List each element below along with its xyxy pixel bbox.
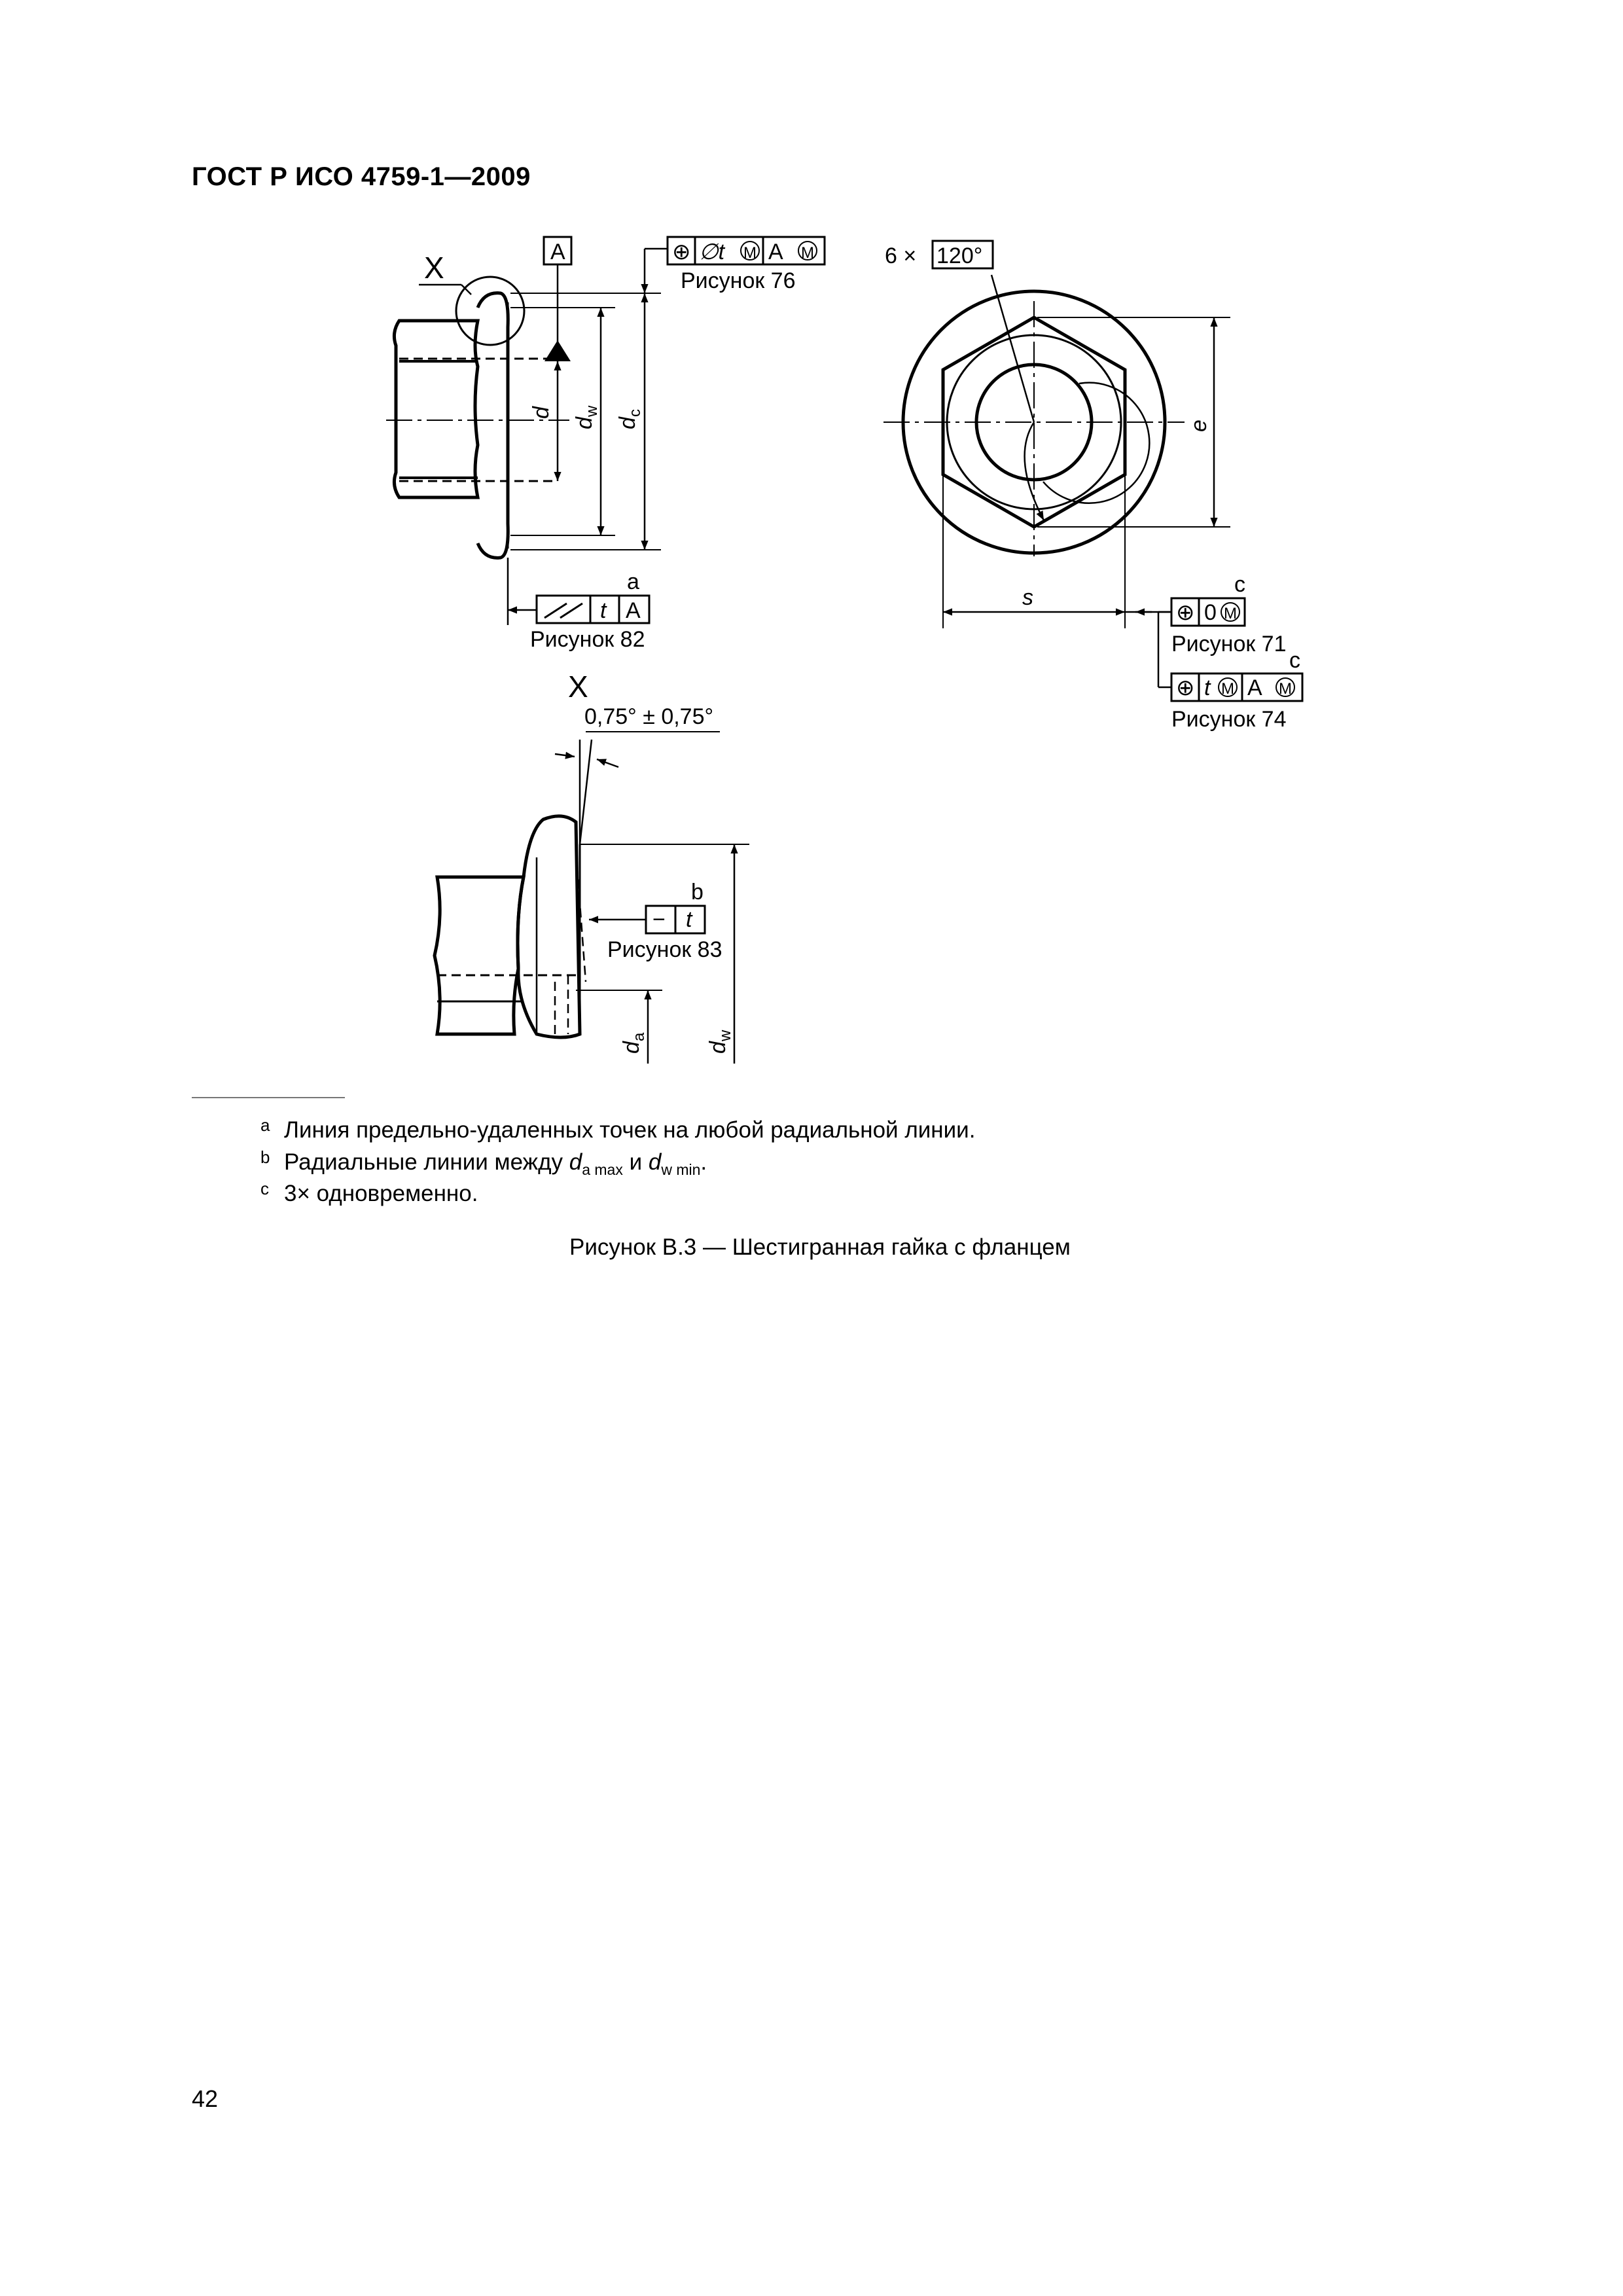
svg-text:c: c [626,409,644,417]
fcf-t-datum: A [1247,675,1262,700]
fcf-t-reference: Рисунок 74 [1171,707,1287,732]
fcf-pos-reference: Рисунок 76 [681,268,796,293]
fcf-zero-tolerance: 0 [1204,600,1217,625]
fcf-zero-symbol: ⊕ [1176,600,1195,625]
fcf-pos-modifier: M [743,244,757,262]
svg-text:w: w [717,1030,734,1041]
detail-x-label: X [424,251,444,285]
page-number: 42 [192,2085,219,2112]
nut-body-outline [394,321,478,497]
figure-caption: Рисунок В.3 — Шестигранная гайка с фланцем [569,1234,1071,1260]
dim-detail-dw: d [705,1041,730,1054]
fcf-runout-note: a [627,569,639,594]
svg-text:w: w [583,405,601,417]
angle-count: 6 × [885,243,917,268]
detail-x-circle [456,277,524,345]
footnote-mark: c [260,1179,269,1198]
fcf-t-datum-modifier: M [1279,680,1292,698]
angle-value: 120° [936,243,983,268]
detail-flange [518,816,580,1037]
fcf-zero-modifier: M [1224,605,1237,622]
footnote-rule [192,1097,345,1098]
dim-e: e [1186,420,1211,432]
dim-da: d [619,1041,644,1054]
fcf-t-note: c [1289,648,1300,673]
fcf-runout-tolerance: t [600,598,607,623]
detail-angle: 0,75° ± 0,75° [584,704,714,729]
datum-a-label: A [550,240,565,264]
fcf-flat-tolerance: t [686,907,692,932]
fcf-runout-reference: Рисунок 82 [530,627,645,652]
footnote-mark: a [260,1115,270,1135]
fcf-t-tolerance: t [1204,675,1211,700]
footnote-text: Линия предельно-удаленных точек на любой радиальной линии. [284,1117,976,1143]
dim-s: s [1022,585,1033,610]
fcf-flat-note: b [691,880,704,905]
side-view [386,237,825,625]
footnote-mark: b [260,1147,270,1167]
fcf-runout-datum: A [626,598,641,623]
fcf-t-modifier: M [1221,680,1234,698]
fcf-pos-datum-modifier: M [801,244,814,262]
dim-dw: d [572,417,597,429]
fcf-zero-note: c [1234,572,1245,597]
dim-d: d [529,406,554,419]
footnote-text: Радиальные линии между $d_{a max}$ и $d_{w min}$. [284,1149,707,1178]
fcf-t-symbol: ⊕ [1176,675,1195,700]
detail-x-text [568,670,734,1054]
detail-x-title: X [568,670,588,704]
svg-text:a: a [630,1032,648,1041]
footnote-text: 3× одновременно. [284,1181,478,1206]
document-header: ГОСТ Р ИСО 4759-1—2009 [192,162,531,191]
dim-dc: d [615,417,640,429]
fcf-pos-tolerance: ∅t [699,240,725,264]
fcf-flat-reference: Рисунок 83 [607,937,722,962]
fcf-zero-reference: Рисунок 71 [1171,632,1287,656]
flange-outline [478,293,508,558]
fcf-flat-symbol: − [652,907,666,932]
fcf-pos-symbol: ⊕ [672,240,691,264]
fcf-pos-datum: A [768,240,783,264]
